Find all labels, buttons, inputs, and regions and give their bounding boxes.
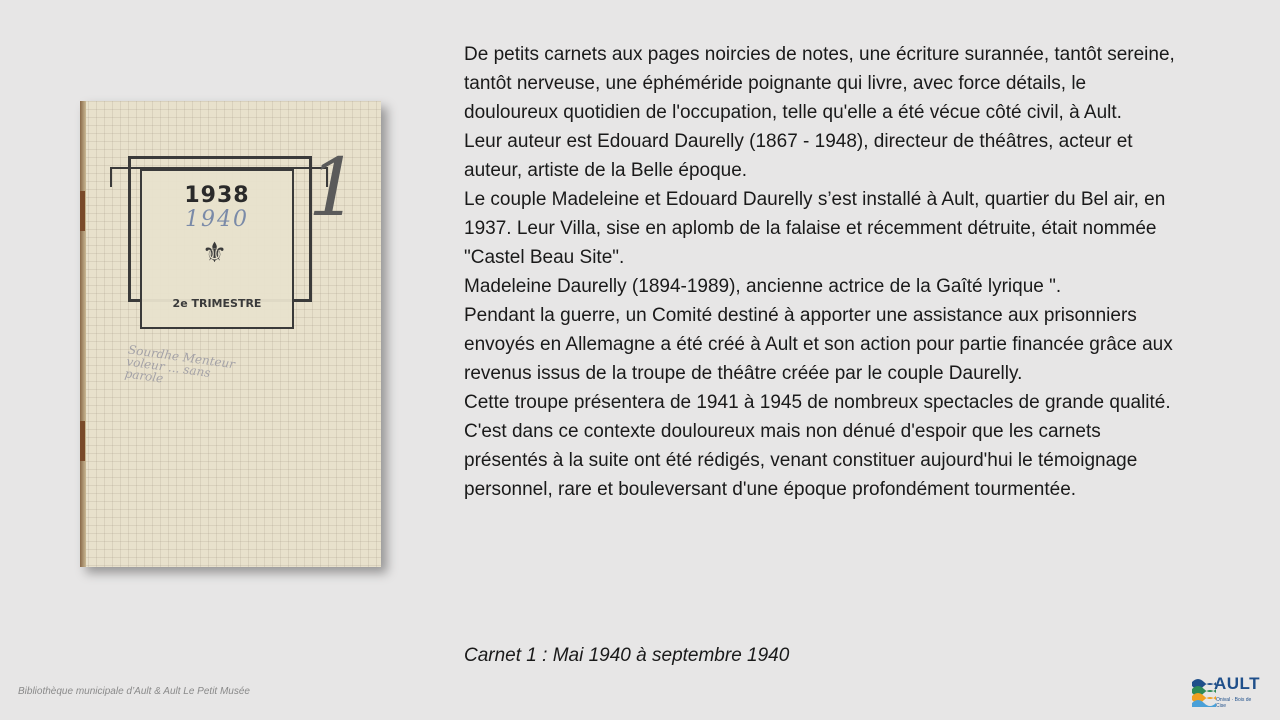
paragraph: C'est dans ce contexte douloureux mais non dénué d'espoir que les carnets présentés à la suite ont été rédigés, venant constituer aujourd'hui le témoignage personnel, rare et bouleversant d'une époque profondément tourmentée. <box>464 421 1138 500</box>
intro-text <box>464 40 1184 504</box>
paragraph: Le couple Madeleine et Edouard Daurelly s’est installé à Ault, quartier du Bel air, en 1937. Leur Villa, sise en aplomb de la falaise et récemment détruite, était nommée "Castel Beau Site". <box>464 189 1166 268</box>
ault-logo <box>1190 672 1262 712</box>
notebook-staple <box>80 421 85 461</box>
footer-credit: Bibliothèque municipale d’Ault & Ault Le Petit Musée <box>18 686 250 697</box>
notebook-photo <box>80 101 381 567</box>
notebook-staple <box>80 191 85 231</box>
waves-icon <box>1190 672 1216 708</box>
notebook-handwritten-number: 1 <box>308 141 359 234</box>
paragraph: De petits carnets aux pages noircies de notes, une écriture surannée, tantôt sereine, tantôt nerveuse, une éphéméride poignante qui livre, avec force détails, le douloureux quotidien de l'occupation, telle qu'elle a été vécue côté civil, à Ault. <box>464 44 1175 123</box>
paragraph: Cette troupe présentera de 1941 à 1945 de nombreux spectacles de grande qualité. <box>464 392 1171 413</box>
fleur-de-lis-icon: ⚜ <box>202 237 228 268</box>
carnet-title: Carnet 1 : Mai 1940 à septembre 1940 <box>464 645 790 666</box>
notebook-spine <box>80 101 86 567</box>
notebook-trimestre: 2e TRIMESTRE <box>172 297 262 310</box>
notebook-year: 1938 <box>184 183 250 208</box>
notebook-pencil-notes: Sourdhe Menteur voleur ... sans parole <box>123 342 236 386</box>
paragraph: Madeleine Daurelly (1894-1989), ancienne actrice de la Gaîté lyrique ". <box>464 276 1062 297</box>
logo-text: AULT <box>1214 674 1261 693</box>
notebook-handwritten-year: 1940 <box>185 207 249 232</box>
paragraph: Leur auteur est Edouard Daurelly (1867 - 1948), directeur de théâtres, acteur et auteur, artiste de la Belle époque. <box>464 131 1133 181</box>
paragraph: Pendant la guerre, un Comité destiné à apporter une assistance aux prisonniers envoyés en Allemagne a été créé à Ault et son action pour partie financée grâce aux revenus issus de la troupe de théâtre créée par le couple Daurelly. <box>464 305 1173 384</box>
logo-subtitle: Onival · Bois de Cise <box>1216 697 1252 709</box>
